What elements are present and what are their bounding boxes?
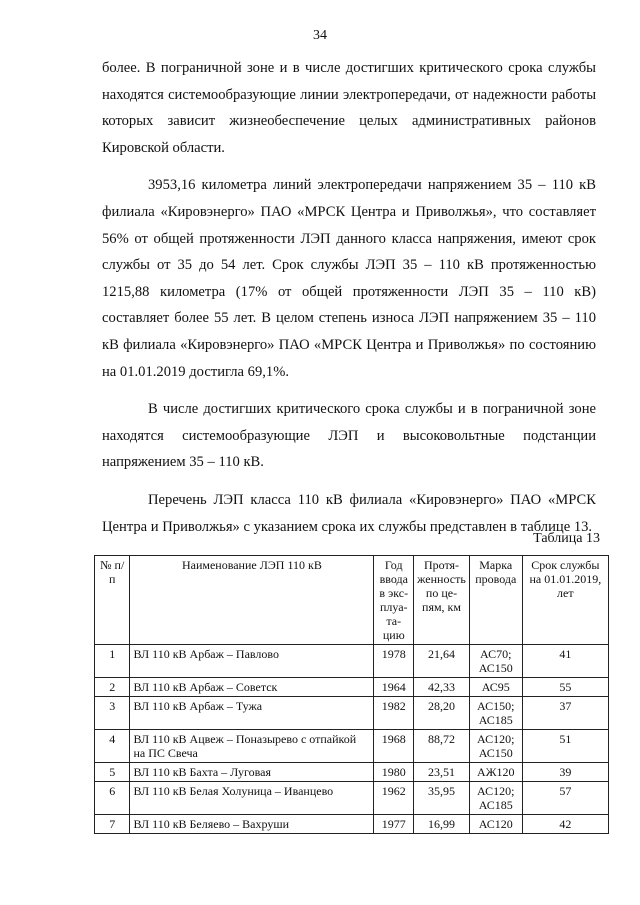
table-row <box>95 782 609 815</box>
cell-year: 1968 <box>374 730 414 763</box>
cell-length: 28,20 <box>414 697 470 730</box>
paragraph-3: В числе достигших критического срока службы и в пограничной зоне находятся системообразующие ЛЭП и высоковольтные подстанции напряжением 35 – 110 кВ. <box>102 401 596 471</box>
cell-life: 55 <box>522 678 608 697</box>
cell-year: 1978 <box>374 645 414 678</box>
cell-length: 23,51 <box>414 763 470 782</box>
cell-num: 7 <box>95 815 130 834</box>
header-num: № п/п <box>95 556 130 645</box>
cell-num: 4 <box>95 730 130 763</box>
cell-life: 51 <box>522 730 608 763</box>
table-row <box>95 763 609 782</box>
cell-mark: АС95 <box>469 678 522 697</box>
table-row <box>95 645 609 678</box>
table-header-row <box>95 556 609 645</box>
cell-life: 37 <box>522 697 608 730</box>
header-mark: Марка провода <box>469 556 522 645</box>
header-year: Год ввода в экс-плуа-та-цию <box>374 556 414 645</box>
header-life: Срок службы на 01.01.2019, лет <box>522 556 608 645</box>
cell-year: 1977 <box>374 815 414 834</box>
cell-life: 57 <box>522 782 608 815</box>
cell-num: 1 <box>95 645 130 678</box>
table-caption: Таблица 13 <box>533 531 600 546</box>
cell-name: ВЛ 110 кВ Беляево – Вахруши <box>130 815 374 834</box>
cell-mark: АС120 <box>469 815 522 834</box>
table-row <box>95 730 609 763</box>
table-row <box>95 678 609 697</box>
cell-mark: АС150; АС185 <box>469 697 522 730</box>
cell-mark: АС70; АС150 <box>469 645 522 678</box>
cell-length: 88,72 <box>414 730 470 763</box>
body-text <box>102 55 596 551</box>
cell-life: 39 <box>522 763 608 782</box>
table-row <box>95 815 609 834</box>
header-name: Наименование ЛЭП 110 кВ <box>130 556 374 645</box>
cell-mark: АС120; АС150 <box>469 730 522 763</box>
cell-mark: АЖ120 <box>469 763 522 782</box>
cell-year: 1964 <box>374 678 414 697</box>
cell-length: 35,95 <box>414 782 470 815</box>
cell-name: ВЛ 110 кВ Арбаж – Советск <box>130 678 374 697</box>
cell-year: 1982 <box>374 697 414 730</box>
table-row <box>95 697 609 730</box>
cell-mark: АС120; АС185 <box>469 782 522 815</box>
cell-name: ВЛ 110 кВ Арбаж – Тужа <box>130 697 374 730</box>
cell-num: 6 <box>95 782 130 815</box>
paragraph-1: более. В пограничной зоне и в числе достигших критического срока службы находятся системообразующие линии электропередачи, от надежности работы которых зависит жизнеобеспечение целых административных районов Кировской области. <box>102 60 596 156</box>
cell-num: 3 <box>95 697 130 730</box>
cell-name: ВЛ 110 кВ Бахта – Луговая <box>130 763 374 782</box>
cell-length: 21,64 <box>414 645 470 678</box>
cell-length: 42,33 <box>414 678 470 697</box>
cell-year: 1980 <box>374 763 414 782</box>
cell-name: ВЛ 110 кВ Арбаж – Павлово <box>130 645 374 678</box>
cell-num: 2 <box>95 678 130 697</box>
cell-num: 5 <box>95 763 130 782</box>
cell-life: 42 <box>522 815 608 834</box>
cell-name: ВЛ 110 кВ Белая Холуница – Иванцево <box>130 782 374 815</box>
paragraph-4: Перечень ЛЭП класса 110 кВ филиала «Кировэнерго» ПАО «МРСК Центра и Приволжья» с указанием срока их службы представлен в таблице 13. <box>102 491 596 535</box>
cell-length: 16,99 <box>414 815 470 834</box>
cell-life: 41 <box>522 645 608 678</box>
lep-table <box>94 555 609 834</box>
paragraph-2: 3953,16 километра линий электропередачи напряжением 35 – 110 кВ филиала «Кировэнерго» ПАО «МРСК Центра и Приволжья», что составляет 56% от общей протяженности ЛЭП данного класса напряжения, имеют срок службы от 35 до 54 лет. Срок службы ЛЭП 35 – 110 кВ протяженностью 1215,88 километра (17% от общей протяженности ЛЭП 35 – 110 кВ) составляет более 55 лет. В целом степень износа ЛЭП напряжением 35 – 110 кВ филиала «Кировэнерго» ПАО «МРСК Центра и Приволжья» по состоянию на 01.01.2019 достигла 69,1%. <box>102 177 596 380</box>
header-length: Протя-женность по це-пям, км <box>414 556 470 645</box>
cell-name: ВЛ 110 кВ Ацвеж – Поназырево с отпайкой на ПС Свеча <box>130 730 374 763</box>
page-number: 34 <box>313 28 327 43</box>
cell-year: 1962 <box>374 782 414 815</box>
